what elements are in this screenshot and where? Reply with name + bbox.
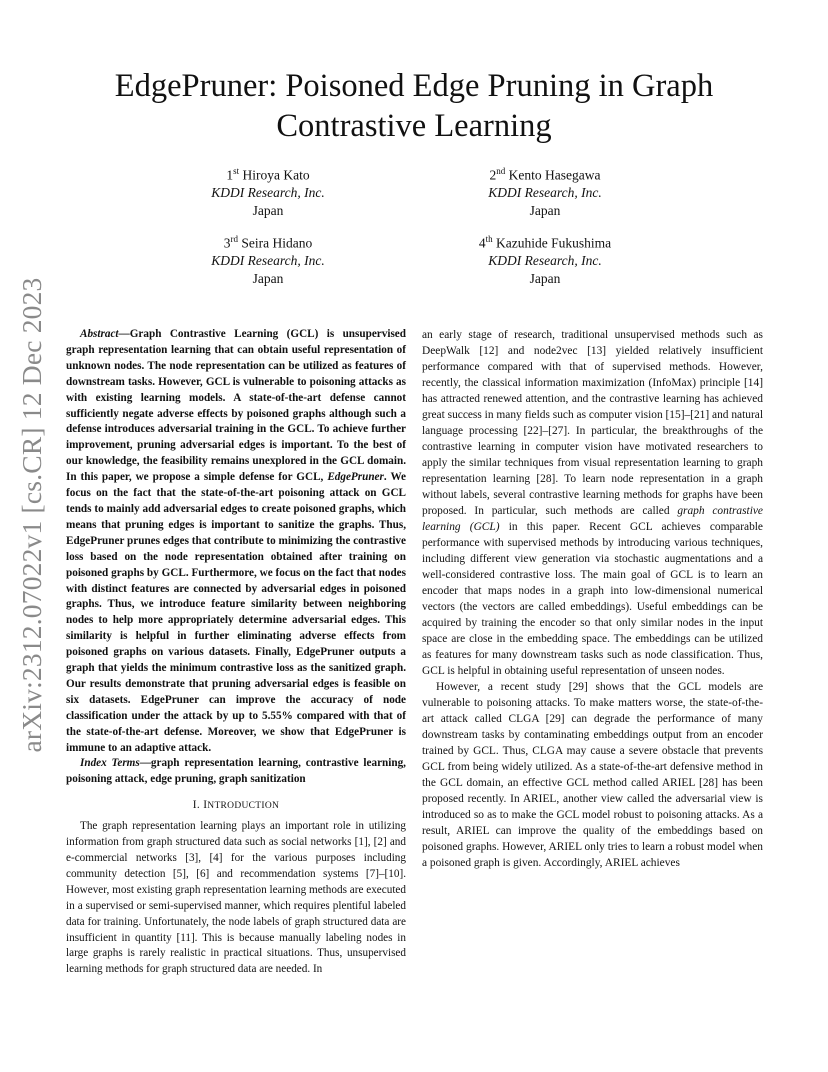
title-line-2: Contrastive Learning — [276, 108, 552, 144]
section-heading: I. INTRODUCTION — [192, 799, 280, 812]
author-name: 2nd Kento Hasegawa — [489, 166, 601, 183]
author-block-4 — [395, 231, 695, 287]
author-affiliation: KDDI Research, Inc. — [211, 185, 325, 200]
author-country: Japan — [252, 270, 284, 286]
author-name: 4th Kazuhide Fukushima — [478, 234, 612, 251]
author-name: 1st Hiroya Kato — [226, 166, 310, 183]
abstract-lead: Abstract — [80, 328, 119, 340]
author-country: Japan — [252, 202, 284, 218]
intro-paragraph: The graph representation learning plays an important role in utilizing information from graph structured data such as social networks [1], [2] and e-commercial networks [3], [4] for the various purposes including community detection [5], [6] and recommendation systems [7]–[10]. However, most existing graph representation learning methods are executed in a supervised or semi-supervised manner, which requires plentiful labeled data for training. Unfortunately, the node labels of graph structured data are insufficient in quantity [11]. This is because manually labeling nodes in large graphs is rarely realistic in practical situations. Thus, unsupervised learning methods for graph structured data are needed. In — [66, 820, 406, 976]
index-terms-lead: Index Terms — [80, 757, 140, 770]
arxiv-identifier — [8, 277, 56, 753]
author-name: 3rd Seira Hidano — [223, 234, 313, 251]
intro-paragraph-continued: an early stage of research, traditional unsupervised methods such as DeepWalk [12] and node2vec [13] yielded relatively insufficient performance compared with that of supervised methods. However, recently, the classical information maximization (InfoMax) principle [14] has attracted renewed attention, and the contrastive learning has achieved great success in many fields such as computer vision [15]–[21] and natural language processing [22]–[27]. In particular, the breakthroughs of the contrastive learning in computer vision have motivated researchers to apply the similar techniques from visual representation learning to graph representation learning [28]. To learn node representation in a graph without labels, several contrastive learning methods for graphs have been proposed. In particular, such methods are called graph contrastive learning (GCL) in this paper. Recent GCL achieves comparable performance with supervised methods by introducing various techniques, including different view generation via stochastic augmentations and a well-considered contrastive loss. The main goal of GCL is to learn an encoder that maps nodes in a graph into low-dimensional numerical vectors (the vectors are called embeddings). Useful embeddings can be acquired by training the encoder so that only similar nodes in the input space are close in the embedding space. The embeddings can be utilized as features for many downstream tasks such as node classification. Thus, GCL is helpful in obtaining useful representation of unseen nodes. — [422, 329, 763, 677]
author-block-3 — [118, 231, 418, 287]
author-affiliation: KDDI Research, Inc. — [488, 253, 602, 268]
author-country: Japan — [529, 270, 561, 286]
author-affiliation: KDDI Research, Inc. — [211, 253, 325, 268]
abstract: Abstract—Graph Contrastive Learning (GCL) is unsupervised graph representation learning that can obtain useful representation of unknown nodes. The node representation can be utilized as features of downstream tasks. However, GCL is vulnerable to poisoning attacks as with existing learning models. A state-of-the-art defense cannot sufficiently negate adverse effects by poisoned graphs although such a defense introduces adversarial training in the GCL. To achieve further improvement, pruning adversarial edges is important. To the best of our knowledge, the feasibility remains unexplored in the GCL domain. In this paper, we propose a simple defense for GCL, EdgePruner. We focus on the fact that the state-of-the-art poisoning attack on GCL tends to mainly add adversarial edges to create poisoned graphs, which means that pruning edges is important to sanitize the graphs. Thus, EdgePruner prunes edges that contribute to minimizing the contrastive loss based on the node representation obtained after training on poisoned graphs by GCL. Furthermore, we focus on the fact that nodes with distinct features are connected by adversarial edges in poisoned graphs. Thus, we introduce feature similarity between neighboring nodes to help more appropriately determine adversarial edges. This similarity is helpful in further eliminating adverse effects from poisoned graphs on various datasets. Finally, EdgePruner outputs a graph that yields the minimum contrastive loss as the sanitized graph. Our results demonstrate that pruning adversarial edges is feasible on six datasets. EdgePruner can improve the accuracy of node classification under the attack by up to 5.55% compared with that of the state-of-the-art defense. Moreover, we show that EdgePruner is immune to an adaptive attack. — [66, 328, 406, 754]
paper-title — [70, 66, 758, 146]
title-line-1: EdgePruner: Poisoned Edge Pruning in Graph — [114, 68, 714, 104]
arxiv-id-text: arXiv:2312.07022v1 [cs.CR] 12 Dec 2023 — [16, 277, 47, 753]
gcl-emphasis: graph contrastive learning (GCL) — [422, 505, 763, 533]
author-country: Japan — [529, 202, 561, 218]
intro-paragraph-2: However, a recent study [29] shows that the GCL models are vulnerable to poisoning attacks. To make matters worse, the state-of-the-art attack called CLGA [29] can degrade the performance of many downstream tasks by contaminating embeddings output from an encoder trained by GCL. Thus, CLGA may cause a severe obstacle that prevents GCL from being widely utilized. As a state-of-the-art defensive method in the GCL domain, an effective GCL method called ARIEL [28] has been proposed recently. In ARIEL, another view called the adversarial view is introduced so as to make the GCL model robust to poisoning attacks. As a result, ARIEL can improve the quality of the embeddings based on poisoned graphs. However, ARIEL only tries to learn a robust model when a poisoned graph is given. Accordingly, ARIEL achieves — [422, 681, 763, 869]
left-column — [66, 327, 406, 978]
author-affiliation: KDDI Research, Inc. — [488, 185, 602, 200]
author-block-1 — [118, 163, 418, 219]
right-column — [422, 327, 763, 871]
abstract-emphasis: EdgePruner — [327, 471, 384, 484]
author-block-2 — [395, 163, 695, 219]
index-terms: Index Terms—graph representation learning, contrastive learning, poisoning attack, edge pruning, graph sanitization — [66, 757, 406, 786]
